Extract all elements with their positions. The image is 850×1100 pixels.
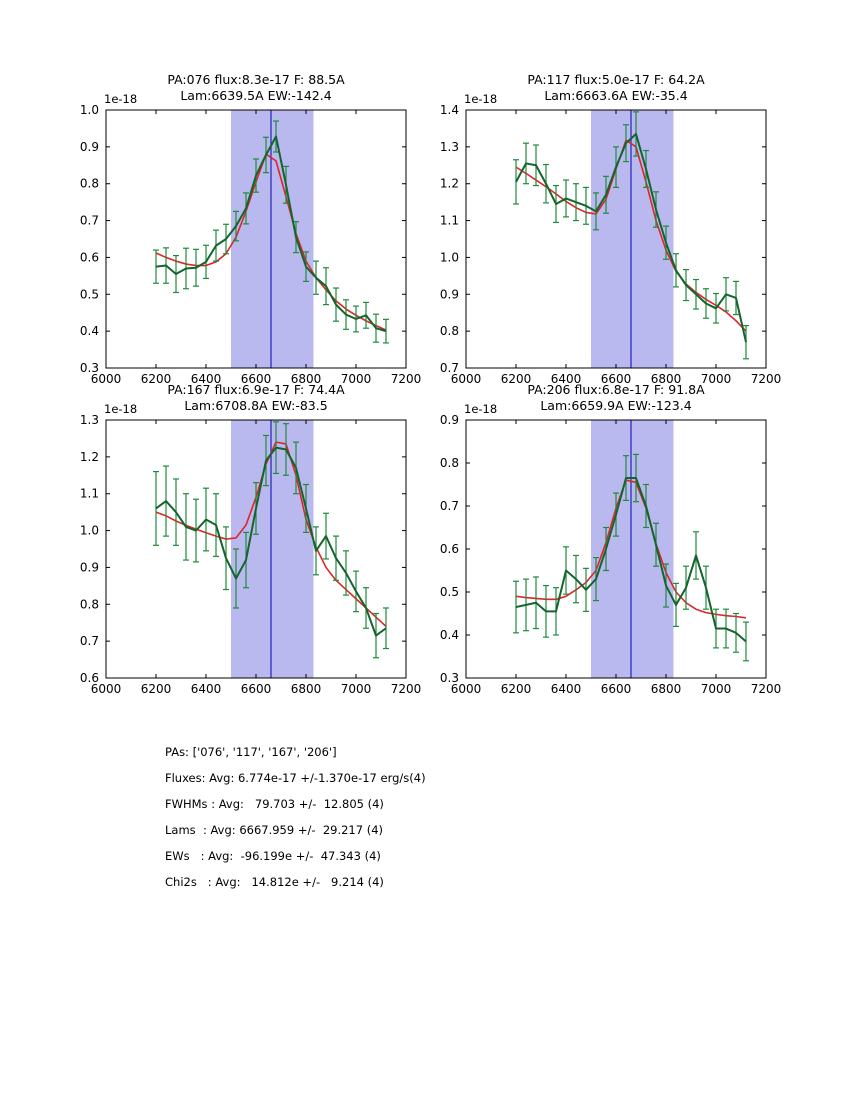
summary-lams: Lams : Avg: 6667.959 +/- 29.217 (4) <box>165 823 384 837</box>
fit-summary <box>165 739 426 895</box>
x-tick-label: 6800 <box>650 682 682 696</box>
subplot-pa076-canvas <box>66 90 426 390</box>
x-tick-label: 7200 <box>390 372 422 386</box>
x-tick-label: 6000 <box>450 372 482 386</box>
summary-pas: PAs: ['076', '117', '167', '206'] <box>165 745 337 759</box>
subplot-title-line2: Lam:6663.6A EW:-35.4 <box>544 88 688 103</box>
fit-window-band <box>231 110 314 368</box>
subplot-pa206-canvas <box>426 400 786 700</box>
y-tick-label: 1.0 <box>439 250 459 265</box>
y-tick-label: 1.1 <box>439 213 459 228</box>
y-tick-label: 0.3 <box>439 671 459 685</box>
summary-ews: EWs : Avg: -96.199e +/- 47.343 (4) <box>165 849 381 863</box>
summary-fwhms: FWHMs : Avg: 79.703 +/- 12.805 (4) <box>165 797 384 811</box>
y-tick-label: 0.7 <box>439 361 459 375</box>
fit-window-band <box>231 420 314 678</box>
y-tick-label: 0.8 <box>439 324 459 339</box>
y-tick-label: 0.8 <box>439 456 459 470</box>
y-tick-label: 0.6 <box>79 250 99 265</box>
subplot-pa117 <box>426 70 786 400</box>
x-tick-label: 6600 <box>600 372 632 386</box>
y-tick-label: 0.3 <box>79 361 99 375</box>
x-tick-label: 7200 <box>750 372 782 386</box>
x-tick-label: 6200 <box>140 372 172 386</box>
y-tick-label: 0.4 <box>79 324 99 339</box>
y-tick-label: 0.9 <box>79 560 99 575</box>
subplot-title-line1: PA:206 flux:6.8e-17 F: 91.8A <box>527 382 705 397</box>
x-tick-label: 6400 <box>190 372 222 386</box>
subplot-pa206 <box>426 380 786 710</box>
x-tick-label: 6600 <box>240 372 272 386</box>
x-tick-label: 7000 <box>340 682 372 696</box>
y-tick-label: 1.1 <box>79 486 99 501</box>
y-axis-offset-label: 1e-18 <box>464 402 498 416</box>
summary-fluxes: Fluxes: Avg: 6.774e-17 +/-1.370e-17 erg/s(4) <box>165 771 426 785</box>
subplot-pa117-canvas <box>426 90 786 390</box>
subplot-pa167-canvas <box>66 400 426 700</box>
y-tick-label: 1.4 <box>439 103 459 117</box>
subplot-pa076 <box>66 70 426 400</box>
y-tick-label: 0.7 <box>79 634 99 649</box>
x-tick-label: 6200 <box>140 682 172 696</box>
y-tick-label: 0.5 <box>79 287 99 302</box>
x-tick-label: 6200 <box>500 682 532 696</box>
y-tick-label: 0.7 <box>79 213 99 228</box>
y-tick-label: 0.6 <box>79 671 99 685</box>
x-tick-label: 7000 <box>700 372 732 386</box>
x-tick-label: 6000 <box>90 682 122 696</box>
y-tick-label: 0.5 <box>439 585 459 599</box>
x-tick-label: 6400 <box>550 682 582 696</box>
x-tick-label: 6000 <box>90 372 122 386</box>
y-tick-label: 1.0 <box>79 103 99 117</box>
y-axis-offset-label: 1e-18 <box>104 92 138 106</box>
y-tick-label: 0.8 <box>79 597 99 612</box>
x-tick-label: 7000 <box>700 682 732 696</box>
x-tick-label: 6200 <box>500 372 532 386</box>
x-tick-label: 7200 <box>390 682 422 696</box>
x-tick-label: 6800 <box>290 682 322 696</box>
x-tick-label: 6400 <box>550 372 582 386</box>
y-tick-label: 1.2 <box>79 449 99 464</box>
y-tick-label: 1.0 <box>79 523 99 538</box>
subplot-title-line2: Lam:6708.8A EW:-83.5 <box>184 398 328 413</box>
y-axis-offset-label: 1e-18 <box>104 402 138 416</box>
x-tick-label: 6400 <box>190 682 222 696</box>
y-tick-label: 0.9 <box>439 413 459 427</box>
x-tick-label: 6800 <box>290 372 322 386</box>
subplot-title-line2: Lam:6659.9A EW:-123.4 <box>540 398 692 413</box>
x-tick-label: 7000 <box>340 372 372 386</box>
subplot-title-line2: Lam:6639.5A EW:-142.4 <box>180 88 332 103</box>
subplot-title-line1: PA:076 flux:8.3e-17 F: 88.5A <box>167 72 345 87</box>
y-tick-label: 1.3 <box>79 413 99 427</box>
y-tick-label: 0.9 <box>439 287 459 302</box>
y-axis-offset-label: 1e-18 <box>464 92 498 106</box>
summary-chi2s: Chi2s : Avg: 14.812e +/- 9.214 (4) <box>165 875 384 889</box>
y-tick-label: 1.3 <box>439 139 459 154</box>
x-tick-label: 6800 <box>650 372 682 386</box>
x-tick-label: 6000 <box>450 682 482 696</box>
y-tick-label: 0.7 <box>439 499 459 513</box>
x-tick-label: 6600 <box>240 682 272 696</box>
subplot-title-line1: PA:167 flux:6.9e-17 F: 74.4A <box>167 382 345 397</box>
y-tick-label: 0.4 <box>439 628 459 642</box>
x-tick-label: 7200 <box>750 682 782 696</box>
x-tick-label: 6600 <box>600 682 632 696</box>
subplot-pa167 <box>66 380 426 710</box>
fit-window-band <box>591 110 674 368</box>
subplot-title-line1: PA:117 flux:5.0e-17 F: 64.2A <box>527 72 705 87</box>
y-tick-label: 0.9 <box>79 139 99 154</box>
y-tick-label: 0.6 <box>439 542 459 556</box>
y-tick-label: 1.2 <box>439 176 459 191</box>
y-tick-label: 0.8 <box>79 176 99 191</box>
